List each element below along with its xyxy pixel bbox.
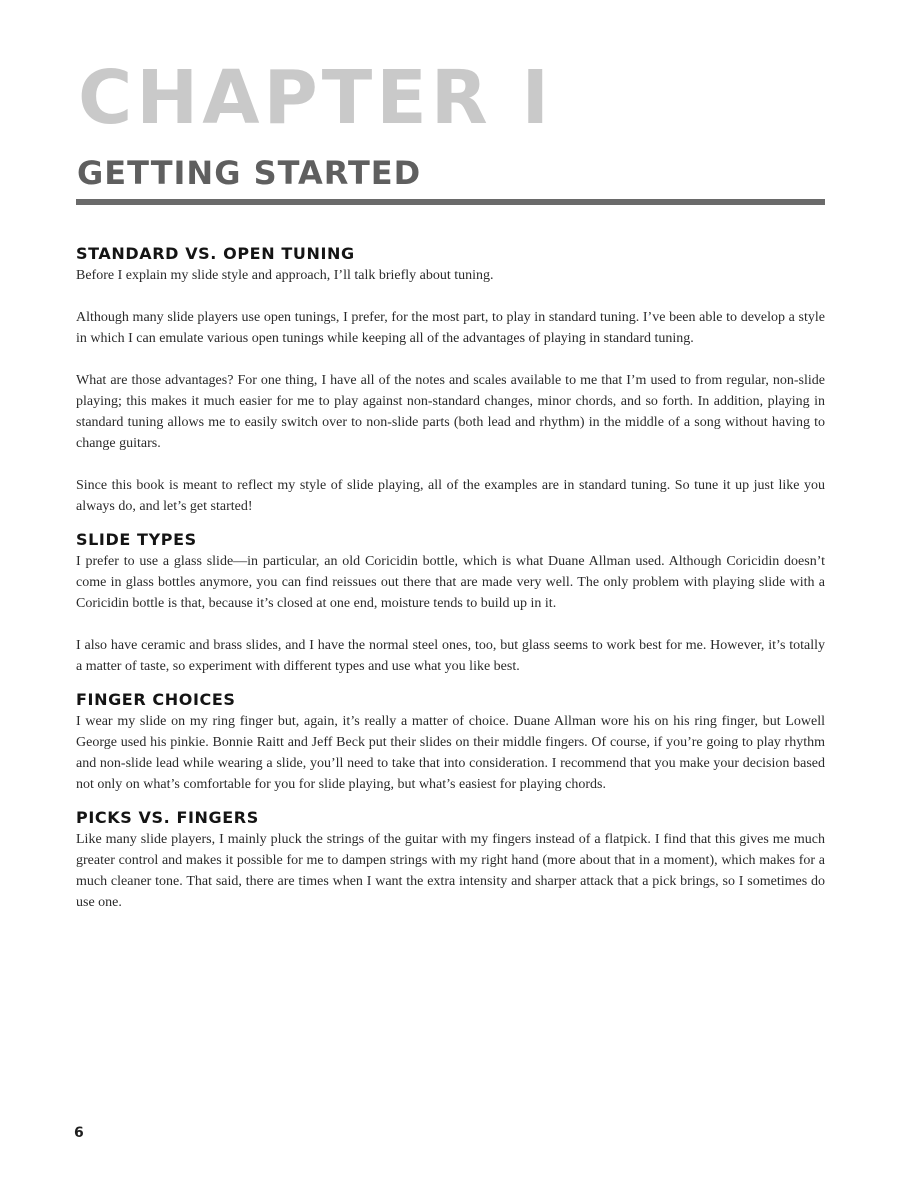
section-heading: SLIDE TYPES	[76, 530, 197, 549]
section-heading: PICKS VS. FINGERS	[76, 808, 259, 827]
section-heading: STANDARD VS. OPEN TUNING	[76, 244, 355, 263]
paragraph: Like many slide players, I mainly pluck the strings of the guitar with my fingers instead of a flatpick. I find that this gives me much greater control and makes it possible for me to dampen strings with my right hand (more about that in a moment), which makes for a much cleaner tone. That said, there are times when I want the extra intensity and sharper attack that a pick brings, so I sometimes do use one.	[76, 832, 825, 910]
section-picks-vs-fingers	[76, 807, 825, 913]
paragraph: Since this book is meant to reflect my style of slide playing, all of the examples are in standard tuning. So tune it up just like you always do, and let’s get started!	[76, 478, 825, 514]
paragraph: Before I explain my slide style and approach, I’ll talk briefly about tuning.	[76, 268, 494, 283]
section-standard-vs-open-tuning	[76, 243, 825, 517]
page-number: 6	[74, 1125, 84, 1141]
paragraph: I also have ceramic and brass slides, and I have the normal steel ones, too, but glass seems to work best for me. However, it’s totally a matter of taste, so experiment with different types and use what you like best.	[76, 638, 825, 674]
paragraph: I prefer to use a glass slide—in particular, an old Coricidin bottle, which is what Duane Allman used. Although Coricidin doesn’t come in glass bottles anymore, you can find reissues out there that are made very well. The only problem with playing slide with a Coricidin bottle is that, because it’s closed at one end, moisture tends to build up in it.	[76, 554, 825, 611]
section-finger-choices	[76, 689, 825, 795]
paragraph: I wear my slide on my ring finger but, again, it’s really a matter of choice. Duane Allman wore his on his ring finger, but Lowell George used his pinkie. Bonnie Raitt and Jeff Beck put their slides on their middle fingers. Of course, if you’re going to play rhythm and non-slide lead while wearing a slide, you’ll need to take that into consideration. I recommend that you make your decision based not only on what’s comfortable for you for slide playing, but what’s easiest for playing chords.	[76, 714, 825, 792]
chapter-content	[76, 243, 825, 913]
section-heading: FINGER CHOICES	[76, 690, 236, 709]
paragraph: What are those advantages? For one thing, I have all of the notes and scales available to me that I’m used to from regular, non-slide playing; this makes it much easier for me to play against non-standard changes, minor chords, and so forth. In addition, playing in standard tuning allows me to easily switch over to non-slide parts (both lead and rhythm) in the middle of a song without having to change guitars.	[76, 373, 825, 451]
title-rule	[76, 199, 825, 205]
chapter-label: CHAPTER I	[78, 55, 554, 141]
chapter-title: GETTING STARTED	[77, 154, 422, 192]
paragraph: Although many slide players use open tunings, I prefer, for the most part, to play in standard tuning. I’ve been able to develop a style in which I can emulate various open tunings while keeping all of the advantages of playing in standard tuning.	[76, 310, 825, 346]
section-slide-types	[76, 529, 825, 677]
